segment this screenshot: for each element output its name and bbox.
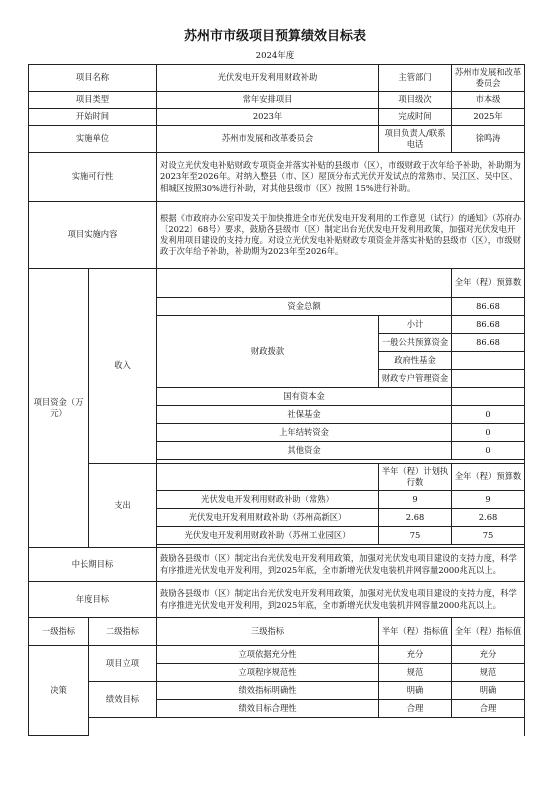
label-social-fund: 社保基金 (157, 406, 452, 424)
label-gov-fund: 政府性基金 (379, 352, 452, 370)
label-feasibility: 实施可行性 (29, 153, 157, 202)
header-level3: 三级指标 (157, 618, 379, 646)
indicator-half: 规范 (379, 664, 452, 682)
blank-cell (157, 269, 452, 298)
indicator-annual: 充分 (452, 646, 525, 664)
indicator-annual: 规范 (452, 664, 525, 682)
label-content: 项目实施内容 (29, 202, 157, 269)
value-mid-long-goal: 鼓励各县级市（区）制定出台光伏发电开发利用政策，加强对光伏发电项目建设的支持力度，科学有序推进光伏发电开发利用，到2025年底，全市新增光伏发电装机并网容量2000兆瓦以上。 (157, 548, 525, 582)
expense-name: 光伏发电开发利用财政补助（苏州高新区） (157, 509, 379, 527)
header-level2: 二级指标 (89, 618, 157, 646)
value-unit: 苏州市发展和改革委员会 (157, 126, 379, 153)
value-project-level: 市本级 (452, 92, 525, 109)
label-fiscal: 财政拨款 (157, 316, 379, 388)
header-annual-target: 全年（程）指标值 (452, 618, 525, 646)
value-social-fund: 0 (452, 406, 525, 424)
header-annual-budget: 全年（程）预算数 (452, 269, 525, 298)
label-funds: 项目资金（万元） (29, 269, 89, 548)
label-expense: 支出 (89, 464, 157, 548)
indicator-level3: 立项依据充分性 (157, 646, 379, 664)
label-general-budget: 一般公共预算资金 (379, 334, 452, 352)
value-total-funds: 86.68 (452, 298, 525, 316)
label-project-level: 项目级次 (379, 92, 452, 109)
indicator-annual: 合理 (452, 700, 525, 718)
value-leader: 徐鸣涛 (452, 126, 525, 153)
label-total-funds: 资金总额 (157, 298, 452, 316)
expense-annual: 9 (452, 491, 525, 509)
value-special-mgmt (452, 370, 525, 388)
label-department: 主管部门 (379, 65, 452, 92)
page-title: 苏州市市级项目预算绩效目标表 (183, 29, 366, 44)
expense-half: 75 (379, 527, 452, 545)
value-department: 苏州市发展和改革委员会 (452, 65, 525, 92)
label-state-capital: 国有资本金 (157, 388, 452, 406)
value-project-type: 常年安排项目 (157, 92, 379, 109)
indicator-half: 明确 (379, 682, 452, 700)
value-carryover: 0 (452, 424, 525, 442)
label-subtotal: 小计 (379, 316, 452, 334)
label-special-mgmt: 财政专户管理资金 (379, 370, 452, 388)
header-level1: 一级指标 (29, 618, 89, 646)
performance-target-table (28, 64, 525, 736)
label-leader: 项目负责人/联系电话 (379, 126, 452, 153)
label-carryover: 上年结转资金 (157, 424, 452, 442)
indicator-level3: 绩效指标明确性 (157, 682, 379, 700)
label-end-time: 完成时间 (379, 109, 452, 126)
value-start-time: 2023年 (157, 109, 379, 126)
label-project-type: 项目类型 (29, 92, 157, 109)
indicator-half: 充分 (379, 646, 452, 664)
expense-name: 光伏发电开发利用财政补助（苏州工业园区） (157, 527, 379, 545)
label-start-time: 开始时间 (29, 109, 157, 126)
blank-cell (157, 464, 379, 491)
label-project-name: 项目名称 (29, 65, 157, 92)
header-half-plan: 半年（程）计划执行数 (379, 464, 452, 491)
value-content: 根据《市政府办公室印发关于加快推进全市光伏发电开发利用的工作意见（试行）的通知》（苏府办〔2022〕68号）要求，鼓励各县级市（区）制定出台光伏发电开发利用政策，加强对光伏发电开发利用项目建设的支持力度。对设立光伏发电补贴财政专项资金并落实补贴的县级市（区），市级财政于次年给予补助，补助期为2023年至2026年。 (157, 202, 525, 269)
expense-annual: 2.68 (452, 509, 525, 527)
expense-half: 2.68 (379, 509, 452, 527)
indicator-level3: 绩效目标合理性 (157, 700, 379, 718)
value-annual-goal: 鼓励各县级市（区）制定出台光伏发电开发利用政策，加强对光伏发电项目建设的支持力度，科学有序推进光伏发电开发利用，到2025年底，全市新增光伏发电装机并网容量2000兆瓦以上。 (157, 582, 525, 618)
label-unit: 实施单位 (29, 126, 157, 153)
value-end-time: 2025年 (452, 109, 525, 126)
blank-cell (89, 718, 525, 736)
header-half-target: 半年（程）指标值 (379, 618, 452, 646)
expense-half: 9 (379, 491, 452, 509)
label-annual-goal: 年度目标 (29, 582, 157, 618)
report-year: 2024年度 (255, 51, 295, 61)
label-income: 收入 (89, 269, 157, 464)
indicator-level2: 绩效目标 (89, 682, 157, 718)
indicator-level1: 决策 (29, 646, 89, 736)
value-subtotal: 86.68 (452, 316, 525, 334)
label-other-funds: 其他资金 (157, 442, 452, 460)
indicator-level3: 立项程序规范性 (157, 664, 379, 682)
value-state-capital (452, 388, 525, 406)
indicator-annual: 明确 (452, 682, 525, 700)
expense-name: 光伏发电开发利用财政补助（常熟） (157, 491, 379, 509)
value-gov-fund (452, 352, 525, 370)
value-project-name: 光伏发电开发利用财政补助 (157, 65, 379, 92)
header-annual-budget: 全年（程）预算数 (452, 464, 525, 491)
indicator-half: 合理 (379, 700, 452, 718)
label-mid-long-goal: 中长期目标 (29, 548, 157, 582)
value-other-funds: 0 (452, 442, 525, 460)
expense-annual: 75 (452, 527, 525, 545)
value-general-budget: 86.68 (452, 334, 525, 352)
indicator-level2: 项目立项 (89, 646, 157, 682)
value-feasibility: 对设立光伏发电补贴财政专项资金并落实补贴的县级市（区），市级财政于次年给予补助，补助期为2023年至2026年。对纳入整县（市、区）屋顶分布式光伏开发试点的常熟市、吴江区、吴中区、相城区按照30%进行补助，对其他县级市（区）按照 15%进行补助。 (157, 153, 525, 202)
